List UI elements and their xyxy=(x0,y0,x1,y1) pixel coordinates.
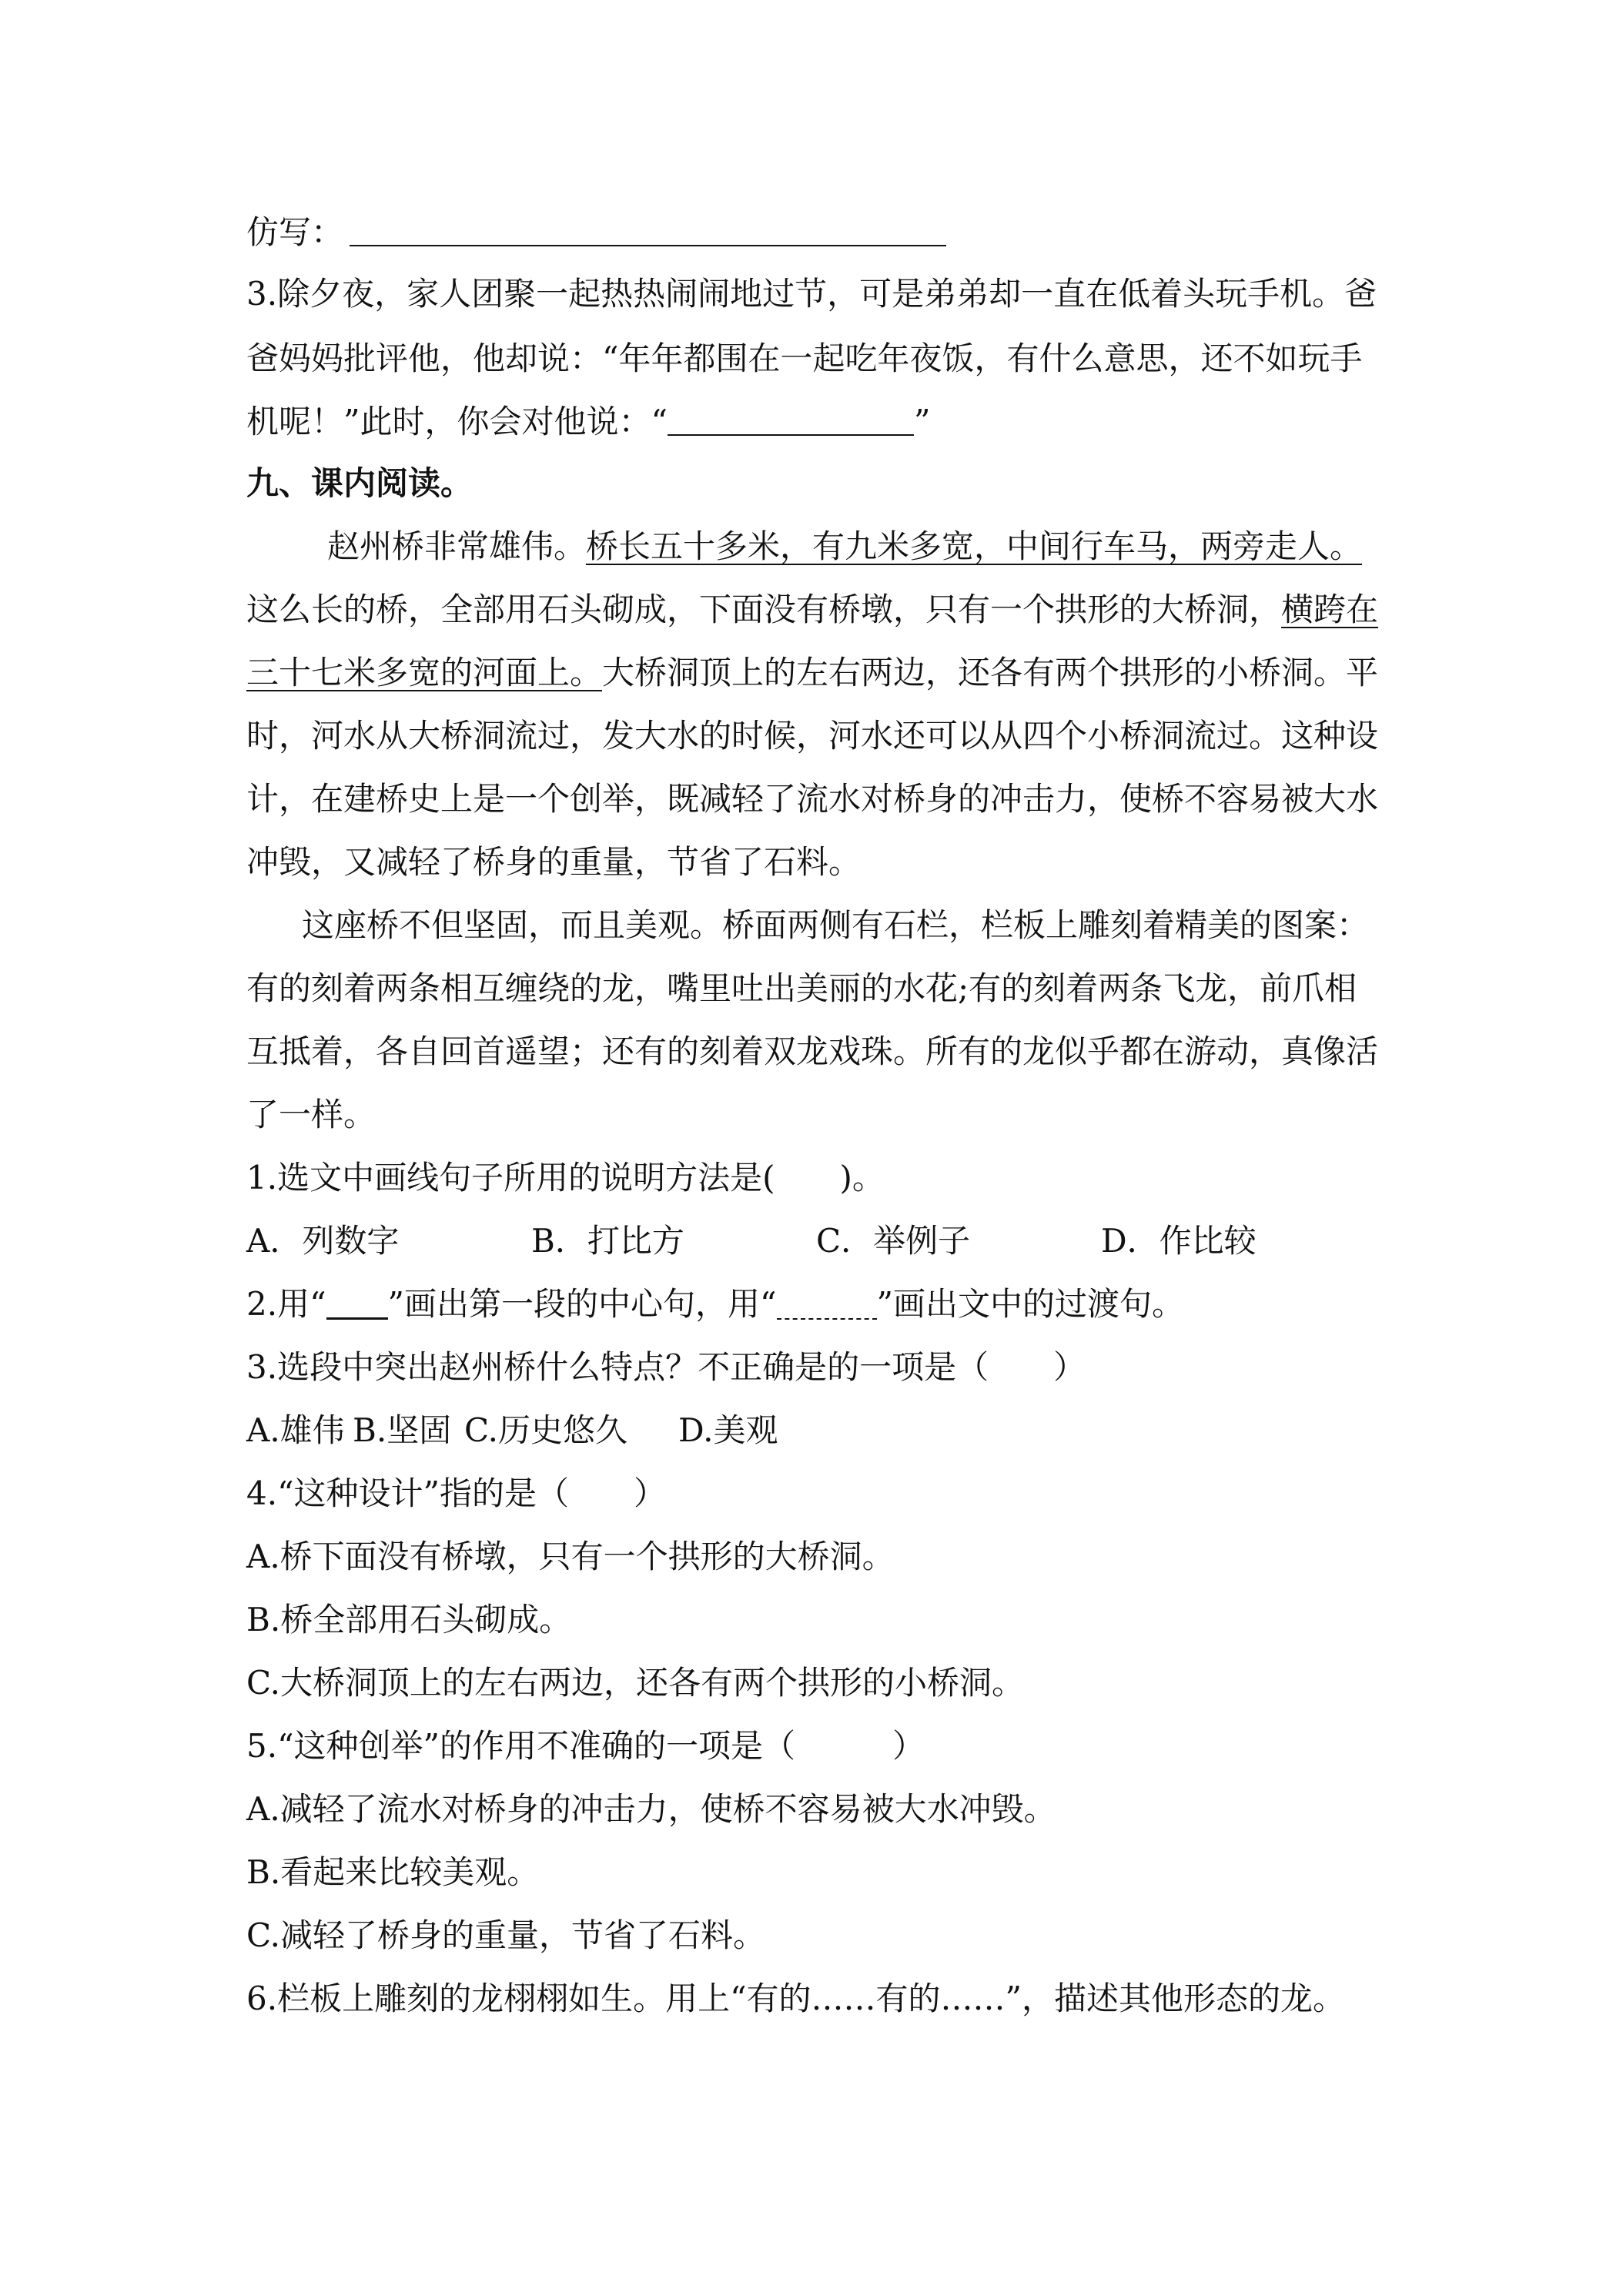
question-6: 6.栏板上雕刻的龙栩栩如生。用上“有的……有的……”，描述其他形态的龙。 xyxy=(246,1980,1346,2017)
q4-option-b[interactable]: B.桥全部用石头砌成。 xyxy=(246,1601,572,1638)
passage-p2-line-2: 有的刻着两条相互缠绕的龙，嘴里吐出美丽的水花;有的刻着两条飞龙，前爪相 xyxy=(246,969,1357,1007)
q2-text-a: 2.用“ xyxy=(246,1285,326,1323)
passage-p2-line-4: 了一样。 xyxy=(246,1096,376,1133)
question-2 xyxy=(246,1281,1386,1327)
passage-p1-line-5: 计，在建桥史上是一个创举，既减轻了流水对桥身的冲击力，使桥不容易被大水 xyxy=(246,780,1379,818)
passage-central-sentence: 赵州桥非常雄伟。 xyxy=(327,527,587,565)
q2-dashed-line-sample xyxy=(777,1287,877,1320)
q2-solid-line-sample xyxy=(326,1287,388,1320)
q3-option-d[interactable]: D.美观 xyxy=(678,1411,778,1449)
question-1: 1.选文中画线句子所用的说明方法是( )。 xyxy=(246,1159,885,1197)
q3-dialogue-line-2: 爸妈妈批评他，他却说：“年年都围在一起吃年夜饭，有什么意思，还不如玩手 xyxy=(246,340,1363,377)
q3-option-b[interactable]: B.坚固 xyxy=(353,1411,452,1449)
q3-option-c[interactable]: C.历史悠久 xyxy=(464,1411,627,1449)
section-title: 九、课内阅读。 xyxy=(246,464,474,502)
q3-dialogue-line-1: 3.除夕夜，家人团聚一起热热闹闹地过节，可是弟弟却一直在低着头玩手机。爸 xyxy=(246,275,1377,313)
question-5: 5.“这种创举”的作用不准确的一项是（ ） xyxy=(246,1727,925,1765)
q5-option-c[interactable]: C.减轻了桥身的重量，节省了石料。 xyxy=(246,1916,765,1954)
q3-dialogue-line-3 xyxy=(246,399,1386,445)
q3-dialogue-answer-blank[interactable] xyxy=(668,403,914,436)
question-3-options xyxy=(246,1407,1386,1454)
passage-p1-line-6: 冲毁，又减轻了桥身的重量，节省了石料。 xyxy=(246,843,862,881)
passage-p2-line-3: 互抵着，各自回首遥望；还有的刻着双龙戏珠。所有的龙似乎都在游动，真像活 xyxy=(246,1033,1379,1070)
passage-p1-line-1 xyxy=(327,524,1467,570)
q4-option-c[interactable]: C.大桥洞顶上的左右两边，还各有两个拱形的小桥洞。 xyxy=(246,1664,1024,1702)
passage-p1-line-3 xyxy=(246,650,1386,696)
passage-p2-line-1: 这座桥不但坚固，而且美观。桥面两侧有石栏，栏板上雕刻着精美的图案： xyxy=(302,906,1370,944)
question-1-options xyxy=(246,1218,1386,1264)
passage-underlined-sentence-2b: 三十七米多宽的河面上。 xyxy=(246,654,603,691)
q1-option-c[interactable]: C．举例子 xyxy=(816,1222,971,1260)
question-3: 3.选段中突出赵州桥什么特点？不正确是的一项是（ ） xyxy=(246,1348,1086,1386)
q2-text-c: ”画出文中的过渡句。 xyxy=(876,1285,1184,1323)
imitation-answer-blank[interactable] xyxy=(350,214,946,246)
q1-option-a[interactable]: A．列数字 xyxy=(246,1222,400,1260)
passage-p1-line-4: 时，河水从大桥洞流过，发大水的时候，河水还可以从四个小桥洞流过。这种设 xyxy=(246,717,1379,755)
question-4: 4.“这种设计”指的是（ ） xyxy=(246,1474,667,1512)
q3-dialogue-prefix: 机呢！”此时，你会对他说：“ xyxy=(246,403,668,440)
passage-underlined-sentence-1: 桥长五十多米，有九米多宽，中间行车马，两旁走人。 xyxy=(586,527,1363,565)
q2-text-b: ”画出第一段的中心句，用“ xyxy=(387,1285,777,1323)
q1-option-d[interactable]: D．作比较 xyxy=(1101,1222,1257,1260)
imitation-line xyxy=(246,209,1386,256)
passage-underlined-sentence-2a: 横跨在 xyxy=(1281,591,1379,628)
passage-p1-line-2 xyxy=(246,587,1386,633)
q3-dialogue-suffix: ” xyxy=(913,403,931,440)
passage-text: 大桥洞顶上的左右两边，还各有两个拱形的小桥洞。平 xyxy=(602,654,1379,691)
q4-option-a[interactable]: A.桥下面没有桥墩，只有一个拱形的大桥洞。 xyxy=(246,1538,895,1575)
q5-option-b[interactable]: B.看起来比较美观。 xyxy=(246,1853,540,1891)
q5-option-a[interactable]: A.减轻了流水对桥身的冲击力，使桥不容易被大水冲毁。 xyxy=(246,1790,1056,1828)
imitation-label: 仿写： xyxy=(246,213,344,251)
passage-text: 这么长的桥，全部用石头砌成，下面没有桥墩，只有一个拱形的大桥洞， xyxy=(246,591,1282,628)
q1-option-b[interactable]: B．打比方 xyxy=(531,1222,684,1260)
q3-option-a[interactable]: A.雄伟 xyxy=(246,1411,345,1449)
